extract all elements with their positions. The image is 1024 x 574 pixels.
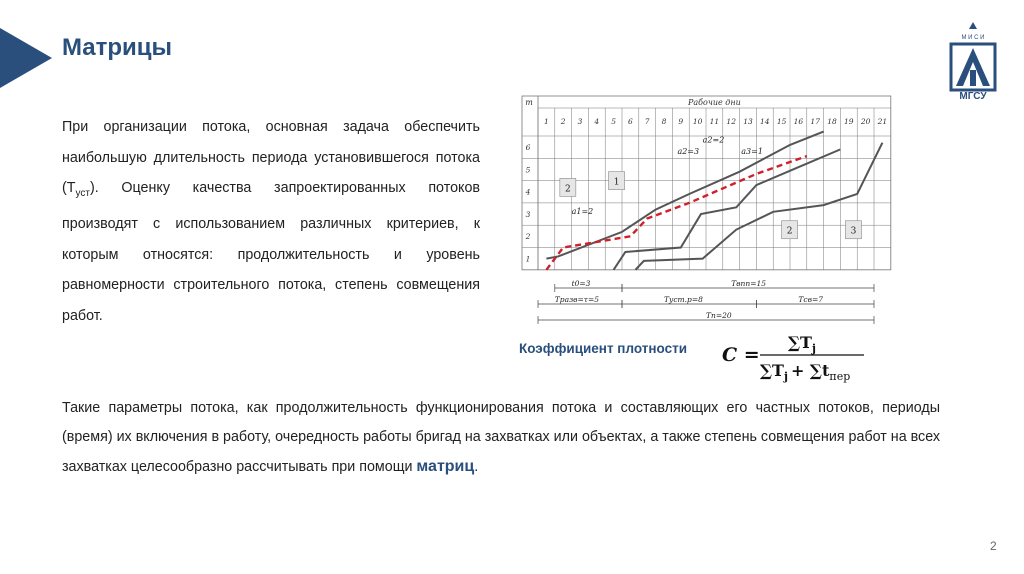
day-label: 18: [827, 117, 837, 126]
interval-label: a1=2: [571, 207, 594, 217]
day-label: 3: [577, 117, 583, 126]
density-formula: [720, 328, 870, 386]
day-label: 19: [844, 117, 854, 126]
formula-denominator: $\sum T_j + \sum t_{пер}$: [760, 361, 851, 383]
dimension-label: Tразв=τ=5: [554, 295, 600, 304]
day-label: 2: [560, 117, 566, 126]
row-label: 5: [525, 165, 531, 175]
dimension-label: t0=3: [571, 279, 591, 288]
density-coefficient-label: Коэффициент плотности: [519, 341, 688, 356]
work-box-label: 2: [786, 226, 793, 237]
summary-text: Такие параметры потока, как продолжительность функционирования потока и составляющих его частных потоков, периоды (время) их включения в работу, очередность работы бригад на захватках или объектах, а также степень совмещения работ на всех захватках целесообразно рассчитывать при помощи: [62, 400, 940, 475]
day-label: 16: [793, 117, 804, 126]
summary-end: .: [474, 459, 479, 475]
day-label: 17: [810, 117, 820, 126]
header-label: Рабочие дни: [688, 98, 741, 107]
row-label: 6: [525, 143, 531, 152]
day-label: 5: [611, 117, 616, 126]
intro-text-start: При организации потока, основная задача обеспечить наибольшую длительность периода установившегося потока (Т: [62, 119, 480, 196]
day-label: 6: [628, 117, 633, 126]
dimension-label: Tвпп=15: [731, 279, 767, 288]
dimension-label: Tп=20: [706, 311, 732, 320]
formula-numerator: $\sum T_j$: [788, 333, 816, 355]
logo-top-icon: [969, 22, 977, 29]
day-label: 21: [877, 117, 888, 126]
interval-label: a2=3: [677, 146, 700, 156]
interval-label: a2=2: [702, 135, 725, 145]
logo-letters: М И С И: [961, 35, 985, 41]
work-box-label: 2: [564, 184, 571, 195]
day-label: 12: [726, 117, 736, 126]
day-label: 15: [776, 117, 787, 126]
work-box-label: 1: [613, 177, 620, 188]
flow-line-2: [614, 146, 841, 269]
day-label: 13: [743, 117, 753, 126]
day-label: 1: [544, 117, 549, 126]
intro-text-end: ). Оценку качества запроектированных потоков производят с использованием различных критериев, к которым относятся: продолжительность и уровень равномерности строительного потока, степень совмещения работ.: [62, 180, 480, 324]
logo-name: МГСУ: [959, 91, 987, 102]
day-label: 14: [760, 117, 770, 126]
formula-lhs: C =: [722, 344, 760, 366]
intro-paragraph: [62, 112, 480, 331]
row-label: 4: [525, 187, 531, 197]
row-label: 1: [525, 254, 531, 264]
corner-triangle-decoration: [0, 28, 52, 88]
row-label: 2: [525, 232, 531, 242]
day-label: 4: [594, 117, 600, 126]
summary-highlight: матриц: [416, 458, 475, 475]
flow-cyclogram: [516, 92, 894, 336]
intro-subscript: уст: [75, 187, 90, 199]
day-label: 10: [692, 117, 703, 126]
day-label: 11: [709, 117, 720, 126]
day-label: 8: [661, 117, 667, 126]
summary-paragraph: [62, 394, 940, 482]
mgsu-logo: [948, 20, 998, 104]
page-number: 2: [990, 539, 997, 553]
logo-building-icon: [951, 44, 995, 90]
axis-label: т: [525, 98, 533, 107]
slide-title: Матрицы: [62, 34, 173, 61]
dimension-label: Tуст.р=8: [664, 295, 703, 304]
day-label: 9: [678, 117, 684, 126]
interval-label: a3=1: [741, 146, 763, 156]
day-label: 20: [860, 117, 871, 126]
dimension-label: Tсв=7: [798, 295, 824, 304]
row-label: 3: [525, 209, 531, 219]
work-box-label: 3: [850, 226, 857, 237]
day-label: 7: [644, 117, 650, 126]
